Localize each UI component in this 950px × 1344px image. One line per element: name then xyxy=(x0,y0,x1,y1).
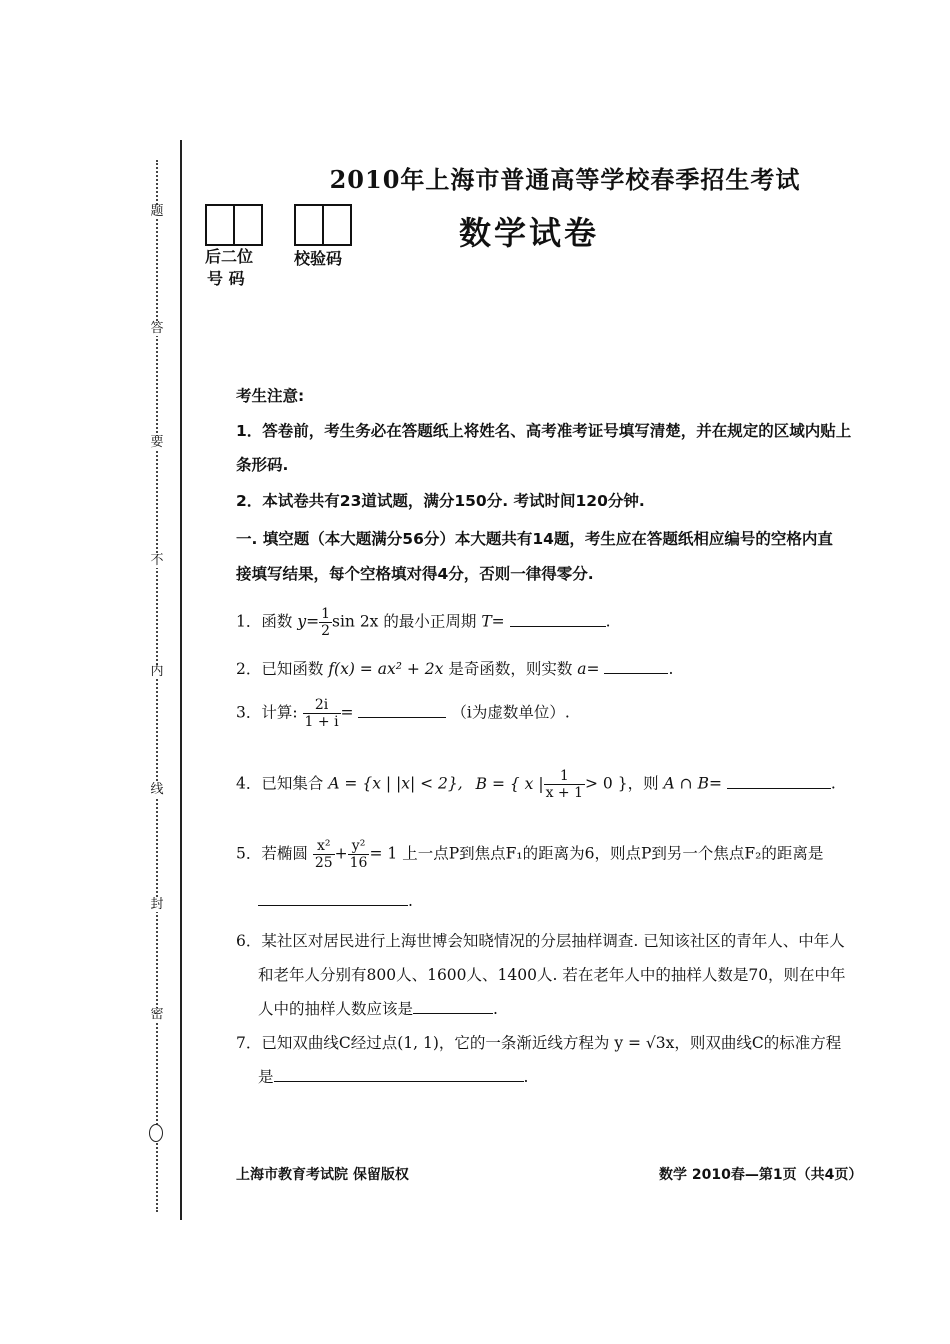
notice-item-1: 1．答卷前，考生务必在答题纸上将姓名、高考准考证号填写清楚，并在规定的区域内贴上 xyxy=(236,422,852,440)
question-6-cont: 和老年人分别有800人、1600人、1400人. 若在老年人中的抽样人数是70，则在中年 xyxy=(258,966,846,984)
answer-blank-3[interactable] xyxy=(358,703,446,718)
answer-blank-5[interactable] xyxy=(258,891,408,906)
section-heading: 一. 填空题（本大题满分56分）本大题共有14题，考生应在答题纸相应编号的空格内直 xyxy=(236,530,833,548)
margin-char: 要 xyxy=(150,435,164,450)
question-2: 2．已知函数 f(x) = ax² + 2x 是奇函数，则实数 a= . xyxy=(236,660,674,678)
answer-blank-2[interactable] xyxy=(604,659,668,674)
binding-dotted-line xyxy=(156,160,158,1212)
question-4: 4．已知集合 A = {x | |x| < 2}, B = { x | $\frac{1}{x + 1}$ > 0 }，则 A ∩ B= . xyxy=(236,768,836,801)
question-6-cont: 人中的抽样人数应该是 . xyxy=(258,1000,498,1018)
question-5: 5．若椭圆 $\frac{\text{x²}}{25}$ + $\frac{\text{y²}}{16}$ = 1 上一点P到焦点F₁的距离为6，则点P到另一个焦点F₂的距离是 xyxy=(236,838,824,871)
binding-hole-icon xyxy=(149,1124,163,1142)
margin-char: 封 xyxy=(150,897,164,912)
margin-char: 内 xyxy=(150,664,164,679)
check-code-label: 校验码 xyxy=(294,249,343,268)
fraction: $\frac{1}{x + 1}$ xyxy=(545,768,584,801)
notice-heading: 考生注意: xyxy=(236,387,305,405)
question-6: 6．某社区对居民进行上海世博会知晓情况的分层抽样调查. 已知该社区的青年人、中年人 xyxy=(236,932,845,950)
answer-blank-4[interactable] xyxy=(727,774,831,789)
margin-char: 题 xyxy=(150,204,164,219)
seat-number-label: 后二位 号 码 xyxy=(205,247,254,288)
fraction: $\frac{1}{2}$ xyxy=(321,606,330,639)
check-code-box[interactable] xyxy=(294,204,324,246)
question-7-cont: 是 . xyxy=(258,1068,529,1086)
binding-solid-line xyxy=(180,140,182,1220)
seat-number-box[interactable] xyxy=(205,204,235,246)
fraction: $\frac{2i}{1 + i}$ xyxy=(304,697,339,730)
question-7: 7．已知双曲线C经过点(1, 1)，它的一条渐近线方程为 y = √3x，则双曲线C的标准方程 xyxy=(236,1034,842,1052)
footer-copyright: 上海市教育考试院 保留版权 xyxy=(236,1167,409,1183)
answer-blank-6[interactable] xyxy=(413,999,493,1014)
footer-page-info: 数学 2010春—第1页（共4页） xyxy=(659,1167,863,1183)
fraction: $\frac{\text{x²}}{25}$ xyxy=(314,838,333,871)
margin-char: 密 xyxy=(150,1007,164,1022)
notice-item-2: 2．本试卷共有23道试题，满分150分. 考试时间120分钟. xyxy=(236,492,645,510)
seat-number-box[interactable] xyxy=(233,204,263,246)
question-5-answer: . xyxy=(236,890,413,912)
margin-char: 线 xyxy=(150,782,164,797)
answer-blank-1[interactable] xyxy=(510,612,606,627)
margin-char: 答 xyxy=(150,321,164,336)
question-3: 3．计算: $\frac{2i}{1 + i}$ = （i为虚数单位）. xyxy=(236,697,570,730)
exam-subtitle: 数学试卷 xyxy=(459,214,600,252)
fraction: $\frac{\text{y²}}{16}$ xyxy=(349,838,368,871)
question-1: 1．函数 y= $\frac{1}{2}$ sin 2x 的最小正周期 T= . xyxy=(236,606,611,639)
answer-blank-7[interactable] xyxy=(274,1067,524,1082)
notice-item-1-cont: 条形码. xyxy=(236,456,289,474)
margin-char: 不 xyxy=(150,553,164,568)
check-code-box[interactable] xyxy=(322,204,352,246)
section-instructions: 接填写结果，每个空格填对得4分，否则一律得零分. xyxy=(236,565,594,583)
exam-title: 2010年上海市普通高等学校春季招生考试 xyxy=(329,165,801,194)
